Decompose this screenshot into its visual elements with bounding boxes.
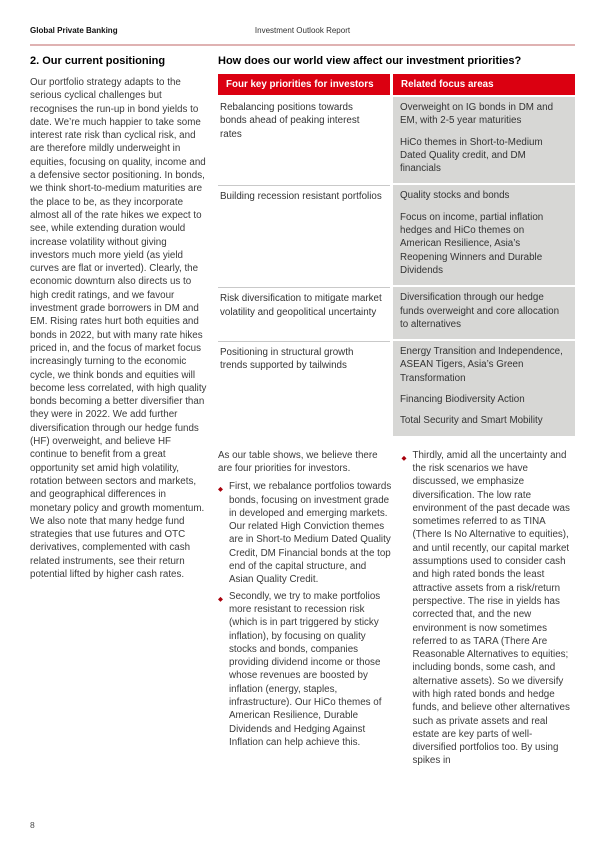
right-column <box>218 55 575 771</box>
focus-text: Energy Transition and Independence, ASEAN Tigers, Asia’s Green Transformation <box>400 346 563 384</box>
priority-text: Rebalancing positions towards bonds ahead of peaking interest rates <box>220 102 360 140</box>
commentary-column-1 <box>218 449 392 771</box>
priority-text: Risk diversification to mitigate market volatility and geopolitical uncertainty <box>220 293 382 318</box>
priority-cell <box>218 185 390 285</box>
focus-text: Focus on income, partial inflation hedges and HiCo themes on American Resilience, Asia’s Reopening Winners and Durable Dividends <box>400 211 544 276</box>
bullet-diamond-icon: ◆ <box>218 595 223 603</box>
table-row <box>218 185 575 285</box>
focus-text: Overweight on IG bonds in DM and EM, with 2-5 year maturities <box>400 102 554 127</box>
focus-cell <box>393 185 575 285</box>
priority-cell <box>218 97 390 183</box>
table-row <box>218 97 575 183</box>
list-item <box>402 449 576 768</box>
bullet-text: Secondly, we try to make portfolios more resistant to recession risk (which is in part triggered by sticky inflation), by focusing on quality stocks and bonds, companies providing dividend income or those whose revenues are boosted by inflation (energy, staples, infrastructure). Our HiCo themes of American Resilience, Durable Dividends and Hedging Against Inflation can help achieve this. <box>229 590 382 748</box>
priority-cell <box>218 287 390 339</box>
focus-text: Financing Biodiversity Action <box>400 394 525 406</box>
list-item <box>218 480 392 586</box>
header-rule <box>30 44 575 46</box>
priorities-table <box>218 74 575 436</box>
focus-cell <box>393 97 575 183</box>
bullet-diamond-icon: ◆ <box>218 486 223 494</box>
page-content <box>30 55 575 771</box>
section-body: Our portfolio strategy adapts to the serious cyclical challenges but recognises the run-up in bond yields to date. We’re much happier to take some interest rate risk than cyclical risk, and are therefore mildly underweight in equities, focusing on quality, income and a defensive sector positioning. In bonds, we think short-to-medium maturities are the place to be, as they incorporate almost all of the rate hikes we expect to see, while extending duration would increase volatility without giving investors much more yield (as yield curves are flat or inverted). Clearly, the economic downturn also directs us to high credit ratings, and we favour investment grade borrowers in DM and EM. Rising rates hurt both equities and bonds in 2022, but with many rate hikes priced in, and the focus of market focus increasingly turning to the economic cycle, we think bonds and equities will become less correlated, with high quality bonds becoming a better diversifier than they were in 2022. We add further diversification through our hedge funds (HF) overweight, and believe HF continue to benefit from a great opportunity set amid high volatility, rotation between sectors and markets, and geographical differences in monetary policy and growth momentum. We also note that many hedge fund strategies that use futures and OTC derivatives, complemented with cash related instruments, see their return potential lifted by higher cash rates. <box>30 77 207 580</box>
focus-text: Total Security and Smart Mobility <box>400 415 543 427</box>
table-title: How does our world view affect our investment priorities? <box>218 55 522 67</box>
bullet-text: Thirdly, amid all the uncertainty and the risk scenarios we have discussed, we emphasize diversification. The low rate environment of the past decade was sometimes referred to as TINA (There Is No Alternative to equities), and until recently, our capital market assumptions used to consider cash and high rated bonds the least attractive assets from a risk/return perspective. The rise in yields has corrected that, and the new environment is now sometimes referred to as TARA (There Are Reasonable Alternatives to equities; including bonds, some cash, and alternative assets). So we diversify with high rated bonds and hedge funds, and believe other alternatives such as private assets and real estate are key parts of well-diversified portfolios too. By using spikes in <box>412 449 570 767</box>
page-number: 8 <box>30 820 35 830</box>
focus-cell <box>393 287 575 339</box>
left-column <box>30 55 208 771</box>
table-header-row <box>218 74 575 95</box>
commentary <box>218 449 575 771</box>
table-row <box>218 341 575 435</box>
header-report-title: Investment Outlook Report <box>254 26 351 35</box>
commentary-column-2 <box>402 449 576 771</box>
section-heading: 2. Our current positioning <box>30 55 166 67</box>
table-header-priorities: Four key priorities for investors <box>218 74 390 95</box>
list-item <box>218 590 392 750</box>
focus-text: Quality stocks and bonds <box>400 190 510 202</box>
header-brand: Global Private Banking <box>30 26 118 35</box>
bullet-text: First, we rebalance portfolios towards bonds, focusing on investment grade in developed and emerging markets. Our related High Conviction themes are in Short-to Medium Dated Quality Credit, DM Financial bonds at the top end of the capital structure, and Asian Quality Credit. <box>229 481 392 586</box>
commentary-intro: As our table shows, we believe there are four priorities for investors. <box>218 449 378 474</box>
table-header-focus: Related focus areas <box>393 74 575 95</box>
focus-cell <box>393 341 575 435</box>
priority-cell <box>218 341 390 435</box>
bullet-diamond-icon: ◆ <box>401 454 407 462</box>
table-row <box>218 287 575 339</box>
running-header <box>30 26 575 38</box>
focus-text: Diversification through our hedge funds overweight and core allocation to alternatives <box>400 292 560 330</box>
priority-text: Building recession resistant portfolios <box>220 191 382 203</box>
focus-text: HiCo themes in Short-to-Medium Dated Quality credit, and DM financials <box>400 136 543 175</box>
priority-text: Positioning in structural growth trends supported by tailwinds <box>220 347 354 372</box>
